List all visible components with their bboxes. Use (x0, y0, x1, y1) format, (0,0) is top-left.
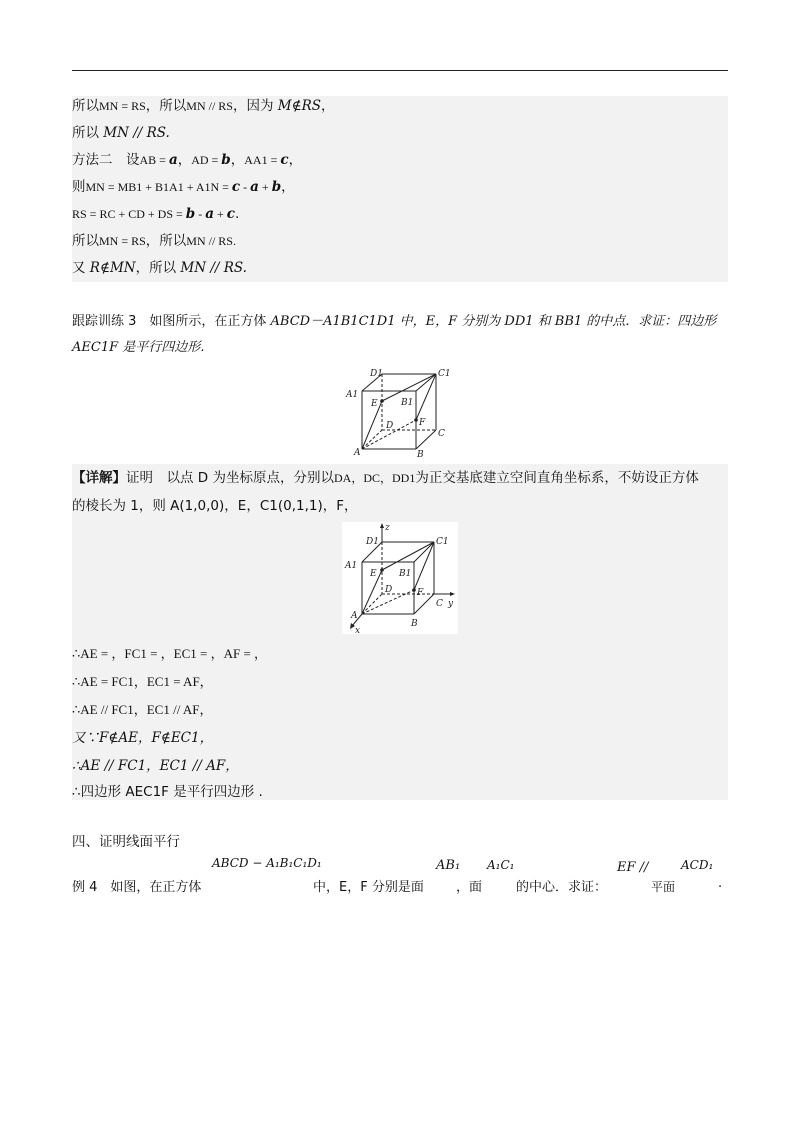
cube-figure-2 (342, 522, 458, 634)
fig1-label-f: F (419, 418, 426, 428)
b1-line-6: 所以MN = RS，所以MN // RS. (72, 233, 236, 249)
fig2-label-e: E (370, 569, 377, 579)
fig2-label-x: x (355, 626, 361, 634)
solution-step-1: ∴AE = ，FC1 = ，EC1 = ，AF = ， (72, 646, 268, 661)
solution-step-4: 又∵F∉AE，F∉EC1， (72, 730, 214, 746)
solution-line-2: 的棱长为 1，则 A(1,0,0)，E，C1(0,1,1)，F， (72, 498, 358, 514)
b1-line-1: 所以MN = RS，所以MN // RS，因为 M∉RS， (72, 98, 335, 114)
exercise-3-line-2: AEC1F 是平行四边形． (72, 340, 214, 355)
solution-step-2: ∴AE = FC1，EC1 = AF， (72, 674, 213, 689)
b1-line-3: 方法二 设AB = a，AD = b，AA1 = c， (72, 152, 303, 168)
fig1-label-a: A (354, 448, 361, 458)
example-4-text-e: 平面 (651, 880, 676, 894)
fig1-label-d: D (386, 421, 394, 431)
fig1-label-c1: C1 (438, 369, 451, 379)
example-4-text-c: ，面 (456, 880, 483, 895)
example-4-text-f: . (718, 876, 723, 891)
b1-line-7: 又 R∉MN，所以 MN // RS. (72, 260, 247, 276)
fig2-label-y: y (448, 599, 454, 609)
fig2-label-z: z (385, 523, 390, 533)
solution-step-3: ∴AE // FC1，EC1 // AF， (72, 702, 213, 717)
example-4-text-d: 的中心．求证： (516, 880, 608, 895)
example-4-eq4: EF // (617, 860, 649, 875)
example-4-eq1: ABCD − A₁B₁C₁D₁ (212, 856, 322, 870)
fig2-label-b: B (411, 619, 418, 629)
solution-line-1: 【详解】证明 以点 D 为坐标原点，分别以DA，DC，DD1为正交基底建立空间直角坐标系，不妨设正方体 (72, 470, 699, 486)
section-4-title: 四、证明线面平行 (72, 834, 180, 850)
fig1-label-d1: D1 (370, 369, 383, 379)
fig2-label-f: F (417, 588, 424, 598)
fig2-label-a1: A1 (345, 561, 358, 571)
fig1-label-b1: B1 (401, 398, 414, 408)
fig2-label-a: A (351, 611, 358, 621)
cube-figure-1 (340, 364, 460, 458)
fig1-label-b: B (417, 450, 424, 458)
fig2-label-c: C (436, 599, 443, 609)
fig1-label-c: C (438, 429, 445, 439)
fig2-label-d1: D1 (366, 537, 379, 547)
exercise-3-line-1: 跟踪训练 3 如图所示，在正方体 ABCD－A1B1C1D1 中，E，F 分别为 DD1 和 BB1 的中点．求证：四边形 (72, 314, 717, 329)
example-4-eq5: ACD₁ (681, 858, 714, 872)
header-rule (72, 70, 728, 71)
example-4-eq2: AB₁ (436, 858, 461, 873)
b1-line-2: 所以 MN // RS. (72, 125, 170, 141)
b1-line-4: 则MN = MB1 + B1A1 + A1N = c - a + b， (72, 179, 295, 195)
fig2-label-b1: B1 (399, 569, 412, 579)
example-4-text-b: 中，E，F 分别是面 (313, 880, 424, 895)
fig2-label-d: D (385, 585, 393, 595)
solution-step-6: ∴四边形 AEC1F 是平行四边形 . (72, 784, 263, 800)
example-4-eq3: A₁C₁ (487, 858, 515, 872)
fig1-label-a1: A1 (346, 390, 359, 400)
b1-line-5: RS = RC + CD + DS = b - a + c. (72, 206, 240, 222)
solution-step-5: ∴AE // FC1，EC1 // AF， (72, 758, 239, 774)
fig1-label-e: E (371, 399, 378, 409)
example-4-text-a: 例 4 如图，在正方体 (72, 880, 202, 895)
fig2-label-c1: C1 (436, 537, 449, 547)
